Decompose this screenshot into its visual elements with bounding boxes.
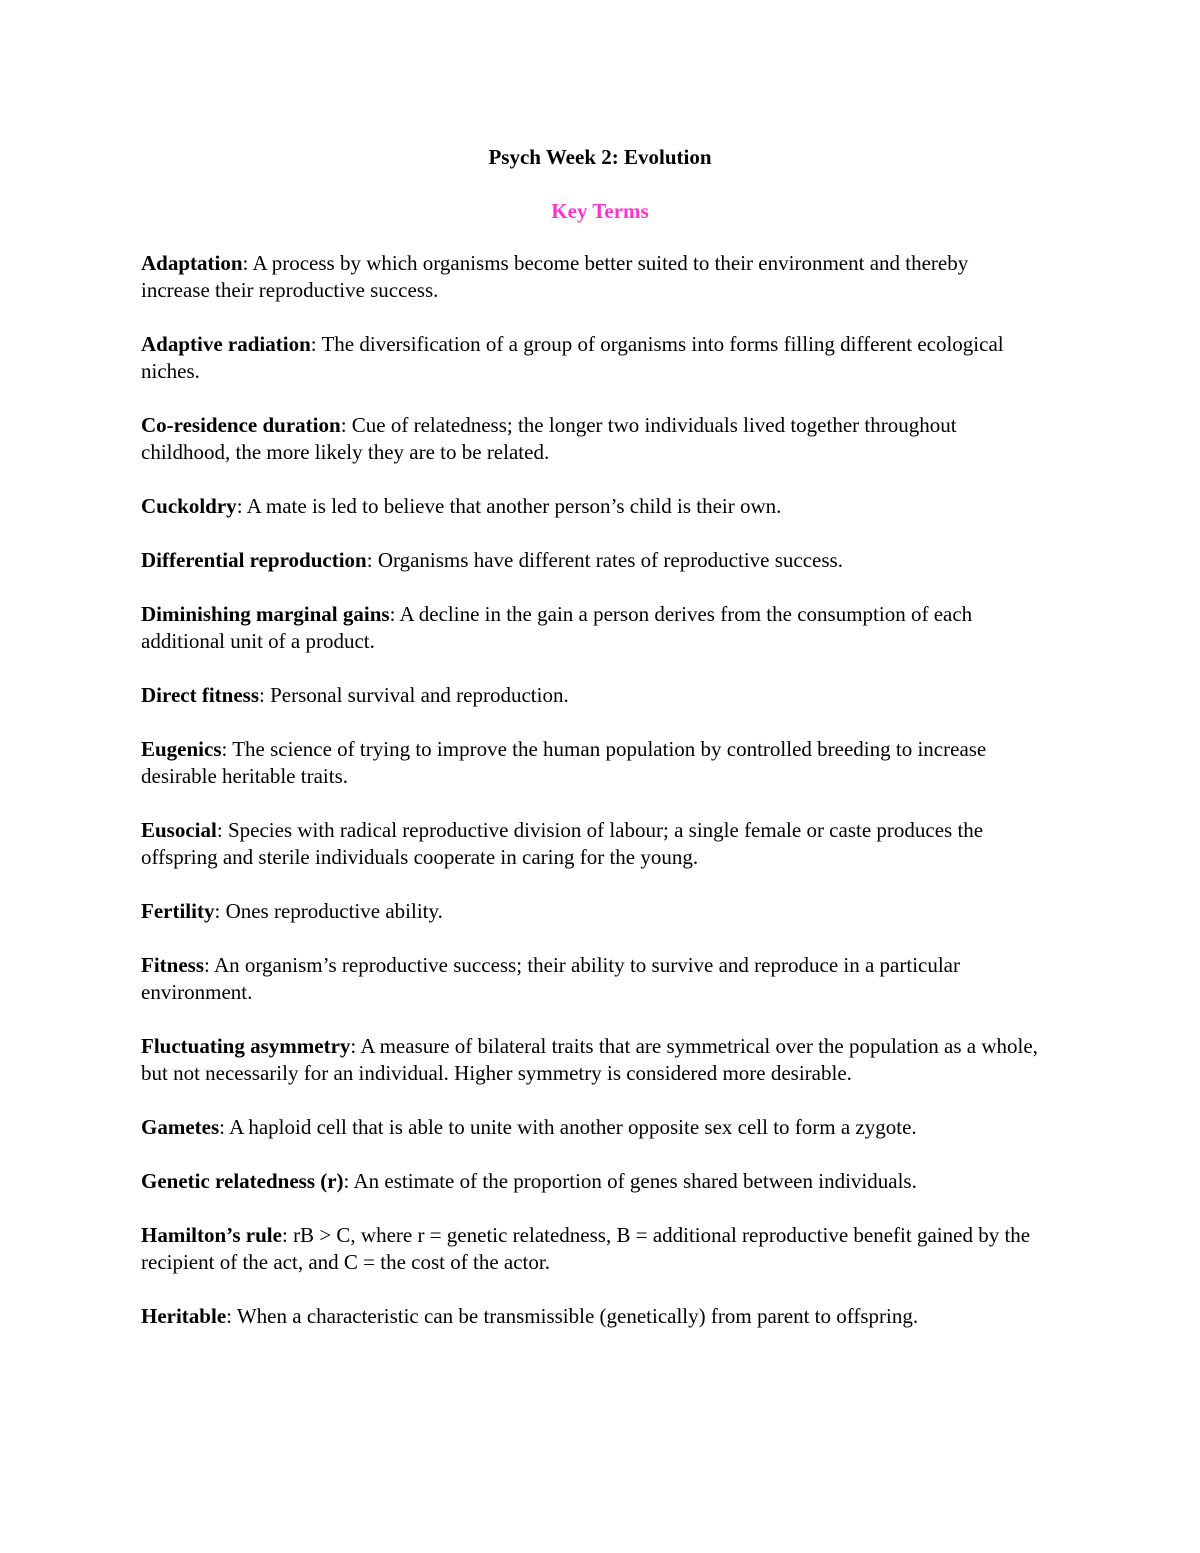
term-definition: A decline in the gain a person derives from the consumption of each additional unit of a product. [141, 602, 973, 653]
term-definition: A mate is led to believe that another person’s child is their own. [246, 494, 782, 518]
term-entry: Direct fitness: Personal survival and reproduction. [141, 683, 569, 707]
term-definition: An organism’s reproductive success; their ability to survive and reproduce in a particular environment. [141, 953, 960, 1004]
section-heading: Key Terms [551, 199, 649, 223]
term-entry: Eugenics: The science of trying to improve the human population by controlled breeding to increase desirable heritable traits. [141, 737, 987, 788]
term-entry: Cuckoldry: A mate is led to believe that another person’s child is their own. [141, 494, 782, 518]
term-definition: Species with radical reproductive division of labour; a single female or caste produces the offspring and sterile individuals cooperate in caring for the young. [141, 818, 984, 869]
term-definition: A haploid cell that is able to unite with another opposite sex cell to form a zygote. [229, 1115, 917, 1139]
term-entry: Adaptation: A process by which organisms become better suited to their environment and thereby increase their reproductive success. [141, 251, 969, 302]
term-name: Adaptation [141, 251, 243, 275]
term-entry: Eusocial: Species with radical reproductive division of labour; a single female or caste produces the offspring and sterile individuals cooperate in caring for the young. [141, 818, 984, 869]
term-name: Fitness [141, 953, 204, 977]
term-definition: A measure of bilateral traits that are symmetrical over the population as a whole, but not necessarily for an individual. Higher symmetry is considered more desirable. [141, 1034, 1038, 1085]
term-name: Heritable [141, 1304, 227, 1328]
term-entry: Diminishing marginal gains: A decline in the gain a person derives from the consumption of each additional unit of a product. [141, 602, 973, 653]
term-entry: Hamilton’s rule: rB > C, where r = genetic relatedness, B = additional reproductive benefit gained by the recipient of the act, and C = the cost of the actor. [141, 1223, 1031, 1274]
term-definition: rB > C, where r = genetic relatedness, B = additional reproductive benefit gained by the recipient of the act, and C = the cost of the actor. [141, 1223, 1031, 1274]
term-entry: Co-residence duration: Cue of relatedness; the longer two individuals lived together throughout childhood, the more likely they are to be related. [141, 413, 957, 464]
term-name: Genetic relatedness (r) [141, 1169, 344, 1193]
term-name: Fluctuating asymmetry [141, 1034, 351, 1058]
term-name: Differential reproduction [141, 548, 367, 572]
term-definition: Cue of relatedness; the longer two individuals lived together throughout childhood, the more likely they are to be related. [141, 413, 957, 464]
term-name: Fertility [141, 899, 215, 923]
term-entry: Heritable: When a characteristic can be transmissible (genetically) from parent to offspring. [141, 1304, 919, 1328]
term-entry: Adaptive radiation: The diversification of a group of organisms into forms filling different ecological niches. [141, 332, 1004, 383]
term-name: Diminishing marginal gains [141, 602, 390, 626]
term-entry: Fluctuating asymmetry: A measure of bilateral traits that are symmetrical over the population as a whole, but not necessarily for an individual. Higher symmetry is considered more desirable. [141, 1034, 1038, 1085]
term-entry: Fitness: An organism’s reproductive success; their ability to survive and reproduce in a particular environment. [141, 953, 960, 1004]
term-name: Gametes [141, 1115, 220, 1139]
term-definition: A process by which organisms become better suited to their environment and thereby increase their reproductive success. [141, 251, 969, 302]
term-definition: The diversification of a group of organisms into forms filling different ecological niches. [141, 332, 1004, 383]
term-definition: Ones reproductive ability. [225, 899, 443, 923]
term-entry: Fertility: Ones reproductive ability. [141, 899, 443, 923]
term-entry: Differential reproduction: Organisms have different rates of reproductive success. [141, 548, 843, 572]
term-definition: Personal survival and reproduction. [270, 683, 569, 707]
term-name: Eusocial [141, 818, 217, 842]
term-definition: When a characteristic can be transmissible (genetically) from parent to offspring. [236, 1304, 919, 1328]
term-definition: Organisms have different rates of reproductive success. [377, 548, 843, 572]
document-title: Psych Week 2: Evolution [488, 145, 712, 169]
term-name: Direct fitness [141, 683, 259, 707]
term-name: Eugenics [141, 737, 222, 761]
term-entry: Gametes: A haploid cell that is able to unite with another opposite sex cell to form a zygote. [141, 1115, 917, 1139]
term-name: Cuckoldry [141, 494, 237, 518]
term-name: Co-residence duration [141, 413, 341, 437]
term-definition: An estimate of the proportion of genes shared between individuals. [353, 1169, 917, 1193]
term-entry: Genetic relatedness (r): An estimate of the proportion of genes shared between individuals. [141, 1169, 917, 1193]
term-name: Hamilton’s rule [141, 1223, 282, 1247]
key-terms-list [141, 250, 1041, 1357]
term-name: Adaptive radiation [141, 332, 311, 356]
term-definition: The science of trying to improve the human population by controlled breeding to increase desirable heritable traits. [141, 737, 987, 788]
